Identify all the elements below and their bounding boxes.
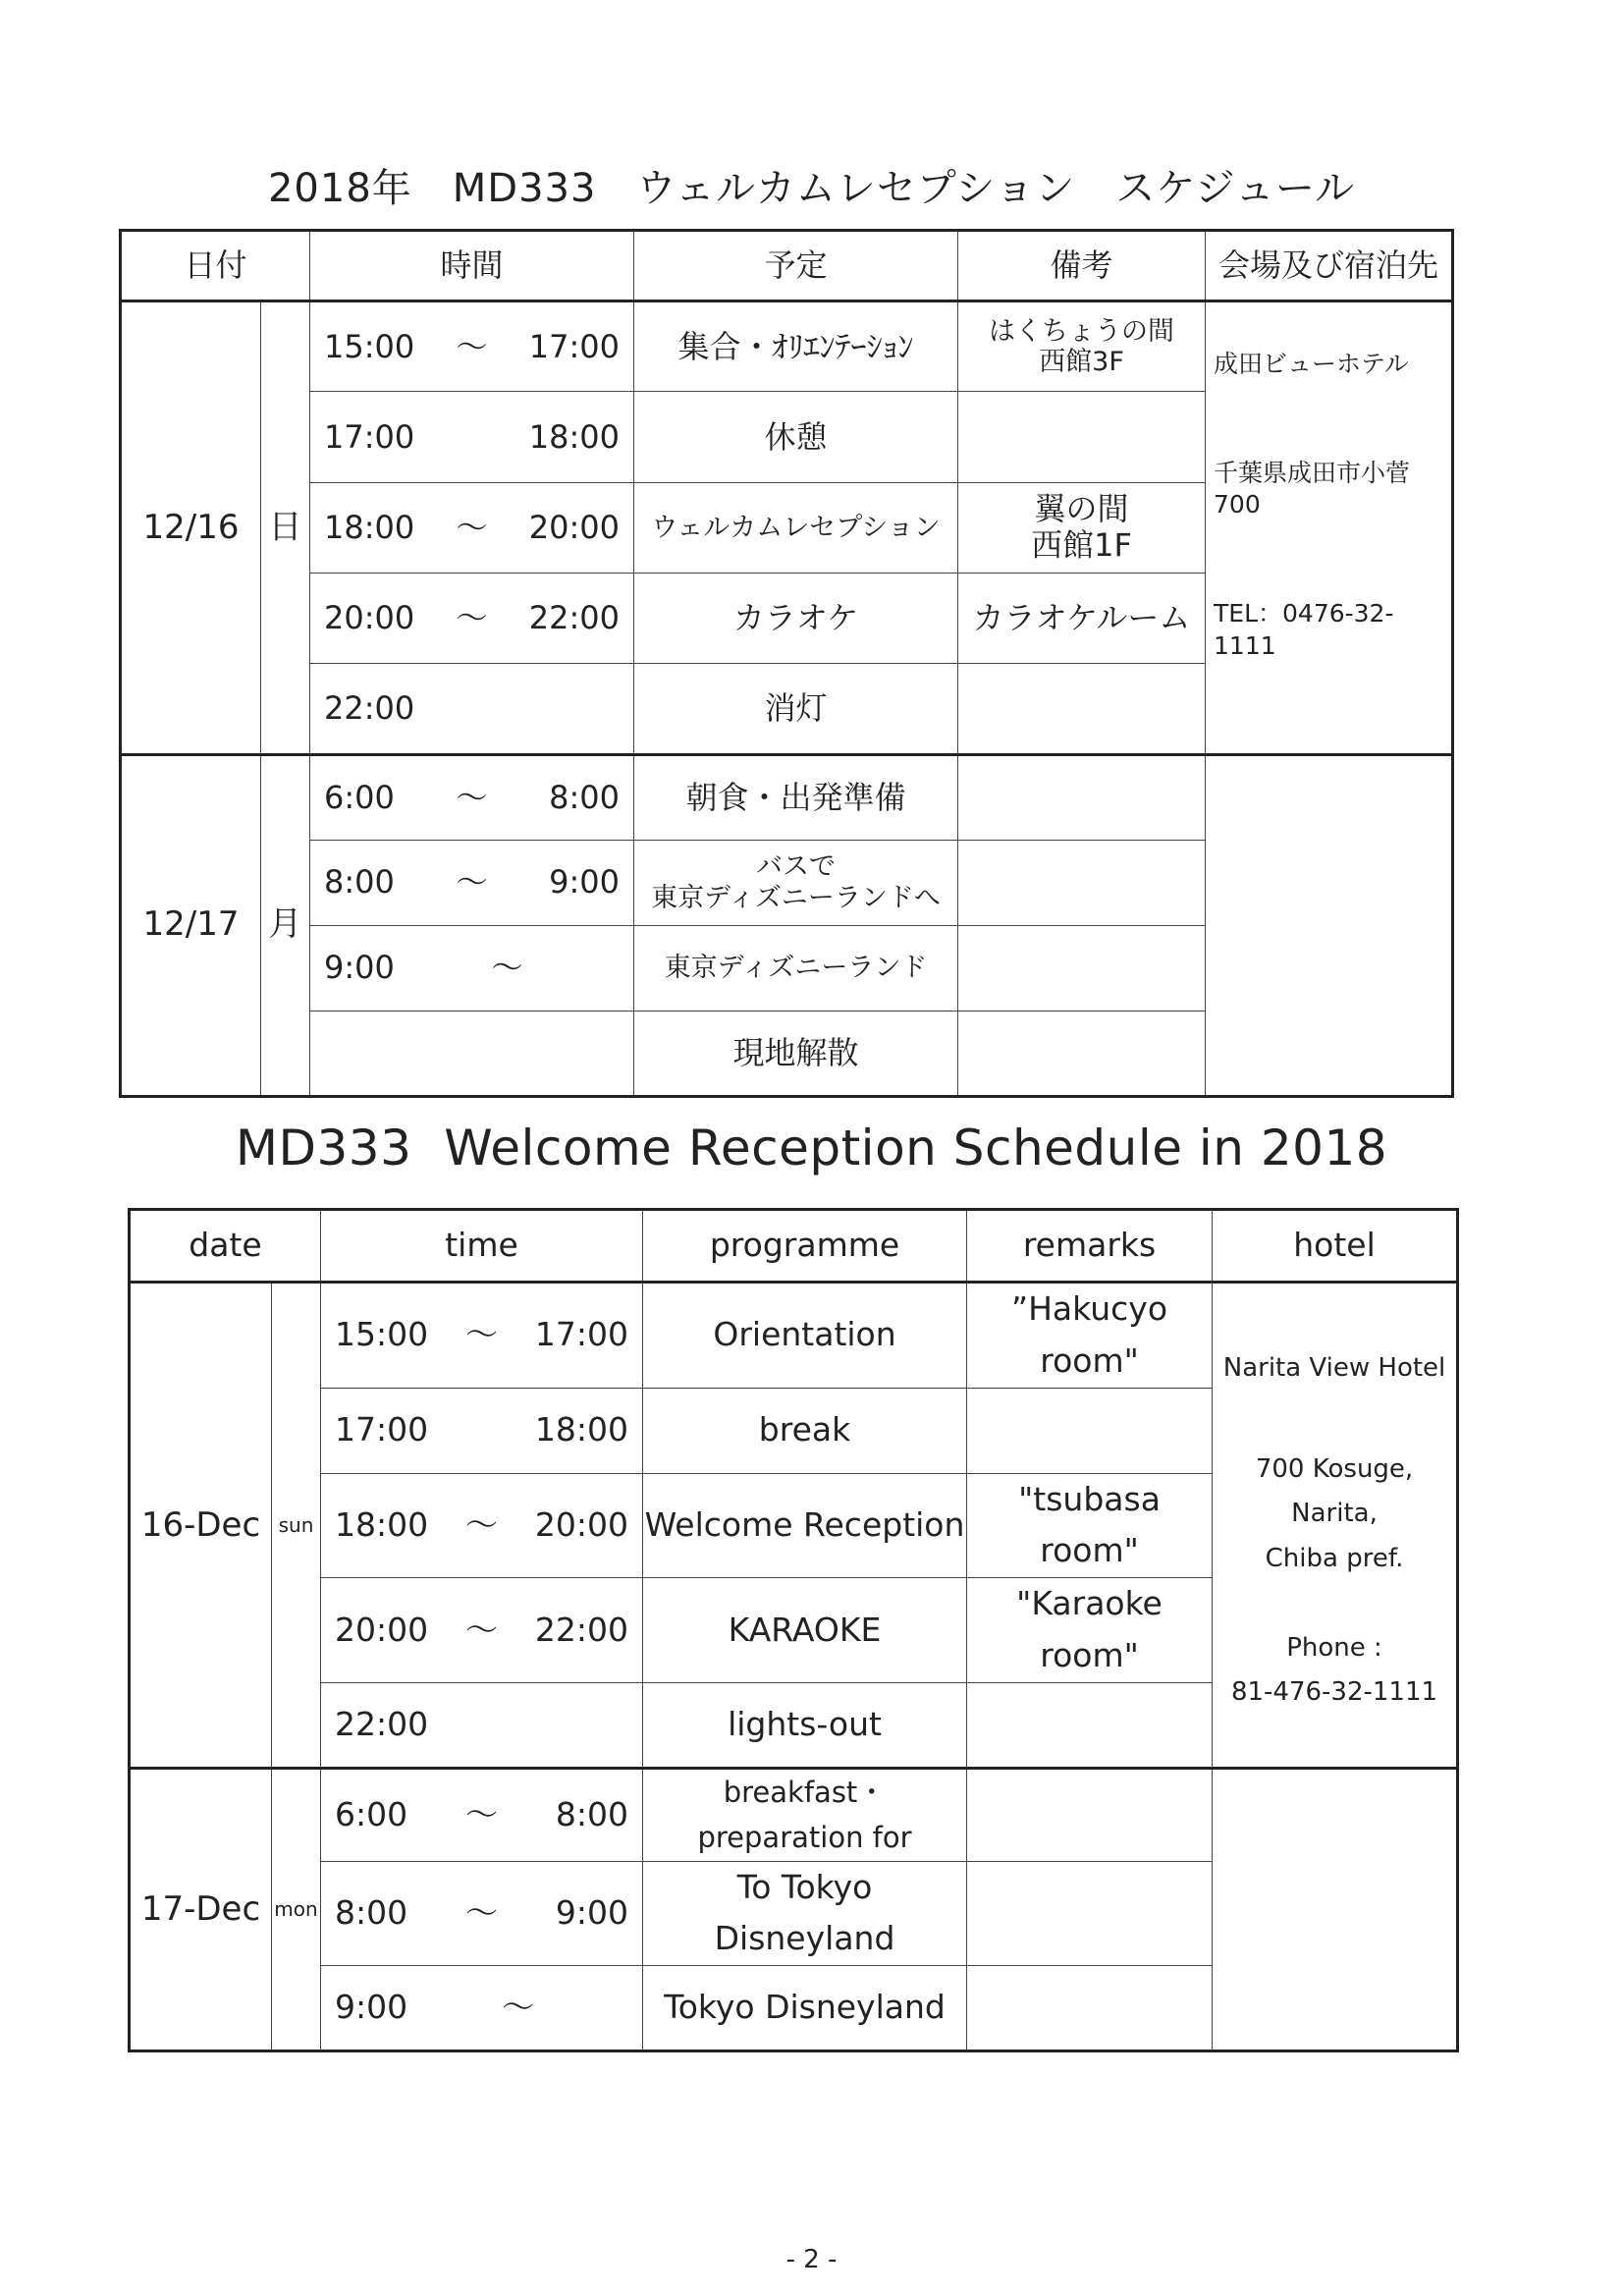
header-programme: 予定 [634, 231, 958, 301]
programme-cell: breakfast・ preparation for [643, 1768, 967, 1861]
header-time: 時間 [310, 231, 634, 301]
header-hotel: hotel [1213, 1210, 1458, 1283]
header-hotel: 会場及び宿泊先 [1206, 231, 1453, 301]
time-cell [310, 573, 634, 663]
time-cell [310, 925, 634, 1011]
table-header-row [121, 231, 1453, 301]
programme-cell: Welcome Reception [643, 1473, 967, 1578]
weekday-cell: 月 [261, 754, 310, 1096]
programme-cell: 朝食・出発準備 [634, 754, 958, 840]
time-end: 22:00 [534, 1610, 629, 1649]
table-row [130, 1768, 1458, 1861]
hotel-phone: TEL：0476-32-1111 [1214, 599, 1394, 660]
remarks-cell [967, 1682, 1213, 1768]
page-title-japanese: 2018年 MD333 ウェルカムレセプション スケジュール [267, 166, 1356, 211]
time-cell [310, 664, 634, 754]
hotel-name: 成田ビューホテル [1214, 349, 1409, 378]
time-cell [321, 1768, 643, 1861]
time-cell [321, 1283, 643, 1389]
time-end: 22:00 [528, 599, 620, 637]
remarks-cell [967, 1966, 1213, 2051]
time-end: 20:00 [528, 508, 620, 546]
time-start: 9:00 [335, 1988, 408, 2027]
time-cell [321, 1473, 643, 1578]
header-time: time [321, 1210, 643, 1283]
time-separator: ～ [502, 1988, 535, 2027]
remarks-cell: ”Hakucyo room" [967, 1283, 1213, 1389]
time-separator: ～ [491, 949, 523, 987]
header-programme: programme [643, 1210, 967, 1283]
programme-cell: ウェルカムレセプション [634, 482, 958, 573]
remarks-cell [958, 1011, 1206, 1096]
time-cell [310, 301, 634, 392]
time-start: 6:00 [324, 778, 395, 816]
time-end: 18:00 [528, 417, 621, 456]
programme-cell: lights-out [643, 1682, 967, 1768]
time-separator: ～ [465, 1504, 499, 1544]
time-end: 20:00 [534, 1504, 629, 1544]
time-end: 9:00 [549, 863, 620, 902]
programme-cell: KARAOKE [643, 1578, 967, 1683]
header-date: date [130, 1210, 321, 1283]
time-cell [321, 1388, 643, 1473]
time-cell [321, 1861, 643, 1966]
time-separator: ～ [456, 778, 488, 816]
time-end: 8:00 [555, 1794, 629, 1833]
remarks-cell: "Karaoke room" [967, 1578, 1213, 1683]
time-separator: ～ [456, 508, 488, 546]
time-separator: ～ [465, 1794, 499, 1833]
hotel-cell [1213, 1283, 1458, 1769]
time-start: 20:00 [335, 1610, 429, 1649]
programme-cell: To Tokyo Disneyland [643, 1861, 967, 1966]
time-start: 8:00 [324, 863, 395, 902]
time-end: 18:00 [534, 1410, 629, 1449]
schedule-table-english [128, 1208, 1459, 2052]
time-start: 20:00 [324, 599, 415, 637]
programme-cell: 東京ディズニーランド [634, 925, 958, 1011]
table-row [130, 1283, 1458, 1389]
hotel-cell [1206, 301, 1453, 755]
page-title-english: MD333 Welcome Reception Schedule in 2018 [235, 1120, 1388, 1176]
remarks-cell: "tsubasa room" [967, 1473, 1213, 1578]
header-remarks: remarks [967, 1210, 1213, 1283]
date-cell: 12/16 [121, 301, 261, 755]
page-number: - 2 - [785, 2245, 838, 2274]
time-start: 17:00 [335, 1410, 429, 1449]
time-start: 22:00 [335, 1704, 429, 1743]
remarks-cell [958, 664, 1206, 754]
time-start: 8:00 [335, 1892, 408, 1932]
programme-cell: カラオケ [634, 573, 958, 663]
remarks-cell: カラオケルーム [958, 573, 1206, 663]
time-end: 9:00 [555, 1892, 629, 1932]
time-start: 9:00 [324, 949, 395, 987]
weekday-cell: sun [272, 1283, 321, 1769]
programme-cell: 休憩 [634, 392, 958, 482]
date-cell: 12/17 [121, 754, 261, 1096]
time-start: 15:00 [335, 1315, 429, 1354]
remarks-cell [958, 925, 1206, 1011]
time-separator: ～ [465, 1892, 499, 1932]
table-row [121, 754, 1453, 840]
table-row [121, 301, 1453, 392]
hotel-cell [1213, 1768, 1458, 2050]
programme-cell: 現地解散 [634, 1011, 958, 1096]
remarks-cell [967, 1861, 1213, 1966]
time-separator: ～ [456, 863, 488, 902]
programme-cell: バスで 東京ディズニーランドへ [634, 840, 958, 925]
time-start: 18:00 [324, 508, 415, 546]
time-start: 15:00 [324, 327, 415, 365]
time-cell [310, 1011, 634, 1096]
time-start: 17:00 [324, 417, 415, 456]
time-cell [310, 392, 634, 482]
hotel-address: 700 Kosuge, Narita, Chiba pref. [1255, 1453, 1414, 1573]
time-end: 8:00 [549, 778, 620, 816]
remarks-cell [958, 840, 1206, 925]
time-cell [321, 1682, 643, 1768]
programme-cell: break [643, 1388, 967, 1473]
time-cell [310, 754, 634, 840]
time-cell [321, 1966, 643, 2051]
table-header-row [130, 1210, 1458, 1283]
time-separator: ～ [456, 599, 488, 637]
time-cell [310, 840, 634, 925]
programme-cell: Orientation [643, 1283, 967, 1389]
remarks-cell [958, 754, 1206, 840]
date-cell: 17-Dec [130, 1768, 272, 2050]
weekday-cell: 日 [261, 301, 310, 755]
time-end: 17:00 [528, 327, 620, 365]
programme-cell: Tokyo Disneyland [643, 1966, 967, 2051]
weekday-cell: mon [272, 1768, 321, 2050]
time-cell [310, 482, 634, 573]
remarks-cell [967, 1768, 1213, 1861]
time-separator: ～ [456, 327, 488, 365]
header-remarks: 備考 [958, 231, 1206, 301]
time-cell [321, 1578, 643, 1683]
hotel-phone: Phone : 81-476-32-1111 [1230, 1632, 1438, 1707]
header-date: 日付 [121, 231, 310, 301]
remarks-cell: 翼の間 西館1F [958, 482, 1206, 573]
time-start: 22:00 [324, 688, 415, 727]
programme-cell: 集合・ｵﾘｴﾝﾃｰｼｮﾝ [634, 301, 958, 392]
date-cell: 16-Dec [130, 1283, 272, 1769]
time-end: 17:00 [534, 1315, 629, 1354]
time-separator: ～ [465, 1610, 499, 1649]
hotel-cell [1206, 754, 1453, 1096]
time-start: 18:00 [335, 1504, 429, 1544]
remarks-cell [958, 392, 1206, 482]
time-start: 6:00 [335, 1794, 408, 1833]
schedule-table-japanese [119, 229, 1454, 1098]
hotel-address: 千葉県成田市小菅700 [1214, 458, 1411, 519]
programme-cell: 消灯 [634, 664, 958, 754]
remarks-cell: はくちょうの間 西館3F [958, 301, 1206, 392]
time-separator: ～ [465, 1315, 499, 1354]
remarks-cell [967, 1388, 1213, 1473]
hotel-name: Narita View Hotel [1222, 1352, 1446, 1383]
